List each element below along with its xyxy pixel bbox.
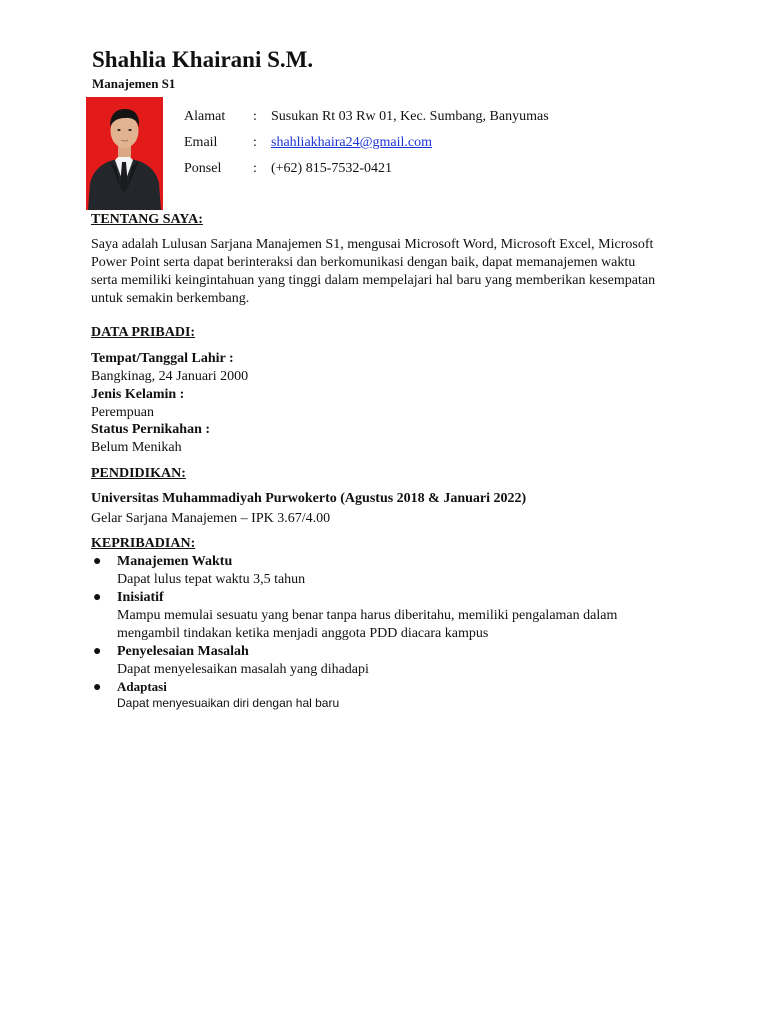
gender-value: Perempuan: [91, 405, 154, 420]
personality-heading: KEPRIBADIAN:: [91, 536, 196, 551]
list-item-title: Inisiatif: [117, 590, 164, 605]
marital-label: Status Pernikahan :: [91, 422, 211, 437]
birth-value: Bangkinag, 24 Januari 2000: [91, 369, 249, 384]
bullet-icon: ●: [93, 554, 102, 569]
bullet-icon: ●: [93, 644, 102, 659]
cv-name: Shahlia Khairani S.M.: [92, 47, 314, 72]
contact-row-email: [184, 134, 704, 160]
list-item: [91, 553, 681, 589]
marital-value: Belum Menikah: [91, 440, 182, 455]
list-item: [91, 643, 681, 679]
education-heading: PENDIDIKAN:: [91, 466, 186, 481]
list-item-desc: Dapat lulus tepat waktu 3,5 tahun: [117, 572, 306, 587]
cv-degree: Manajemen S1: [92, 76, 176, 91]
profile-photo: [86, 97, 163, 210]
profile-photo-image: [86, 97, 163, 210]
phone-label: Ponsel: [184, 161, 222, 176]
personal-heading: DATA PRIBADI:: [91, 325, 196, 340]
bullet-icon: ●: [93, 590, 102, 605]
list-item-title: Manajemen Waktu: [117, 554, 233, 569]
list-item-desc: Mampu memulai sesuatu yang benar tanpa harus diberitahu, memiliki pengalaman dalam mengambil tindakan ketika menjadi anggota PDD diacara kampus: [117, 608, 618, 641]
contact-row-phone: [184, 160, 704, 186]
list-item-title: Penyelesaian Masalah: [117, 644, 249, 659]
list-item-title: Adaptasi: [117, 679, 167, 694]
education-detail: Gelar Sarjana Manajemen – IPK 3.67/4.00: [91, 511, 331, 526]
phone-value: (+62) 815-7532-0421: [271, 161, 393, 176]
address-value: Susukan Rt 03 Rw 01, Kec. Sumbang, Banyumas: [271, 109, 549, 124]
address-colon: :: [253, 109, 257, 124]
education-school: Universitas Muhammadiyah Purwokerto (Agustus 2018 & Januari 2022): [91, 491, 527, 506]
gender-label: Jenis Kelamin :: [91, 387, 185, 402]
address-label: Alamat: [184, 109, 226, 124]
about-text: Saya adalah Lulusan Sarjana Manajemen S1, mengusai Microsoft Word, Microsoft Excel, Microsoft Power Point serta dapat berinteraksi dan berkomunikasi dengan baik, dapat memanajemen waktu serta memiliki keingintahuan yang tinggi dalam mempelajari hal baru yang memberikan kesempatan untuk semakin berkembang.: [91, 237, 656, 306]
email-colon: :: [253, 135, 257, 150]
list-item-desc: Dapat menyesuaikan diri dengan hal baru: [117, 696, 340, 710]
bullet-icon: ●: [93, 680, 102, 695]
contact-row-address: [184, 108, 704, 134]
list-item: [91, 679, 681, 711]
about-heading: TENTANG SAYA:: [91, 212, 203, 227]
contact-block: [184, 108, 704, 186]
phone-colon: :: [253, 161, 257, 176]
birth-label: Tempat/Tanggal Lahir :: [91, 351, 234, 366]
email-label: Email: [184, 135, 218, 150]
personality-list: [91, 553, 681, 711]
list-item: [91, 589, 681, 643]
list-item-desc: Dapat menyelesaikan masalah yang dihadapi: [117, 662, 369, 677]
email-link[interactable]: shahliakhaira24@gmail.com: [271, 135, 433, 150]
